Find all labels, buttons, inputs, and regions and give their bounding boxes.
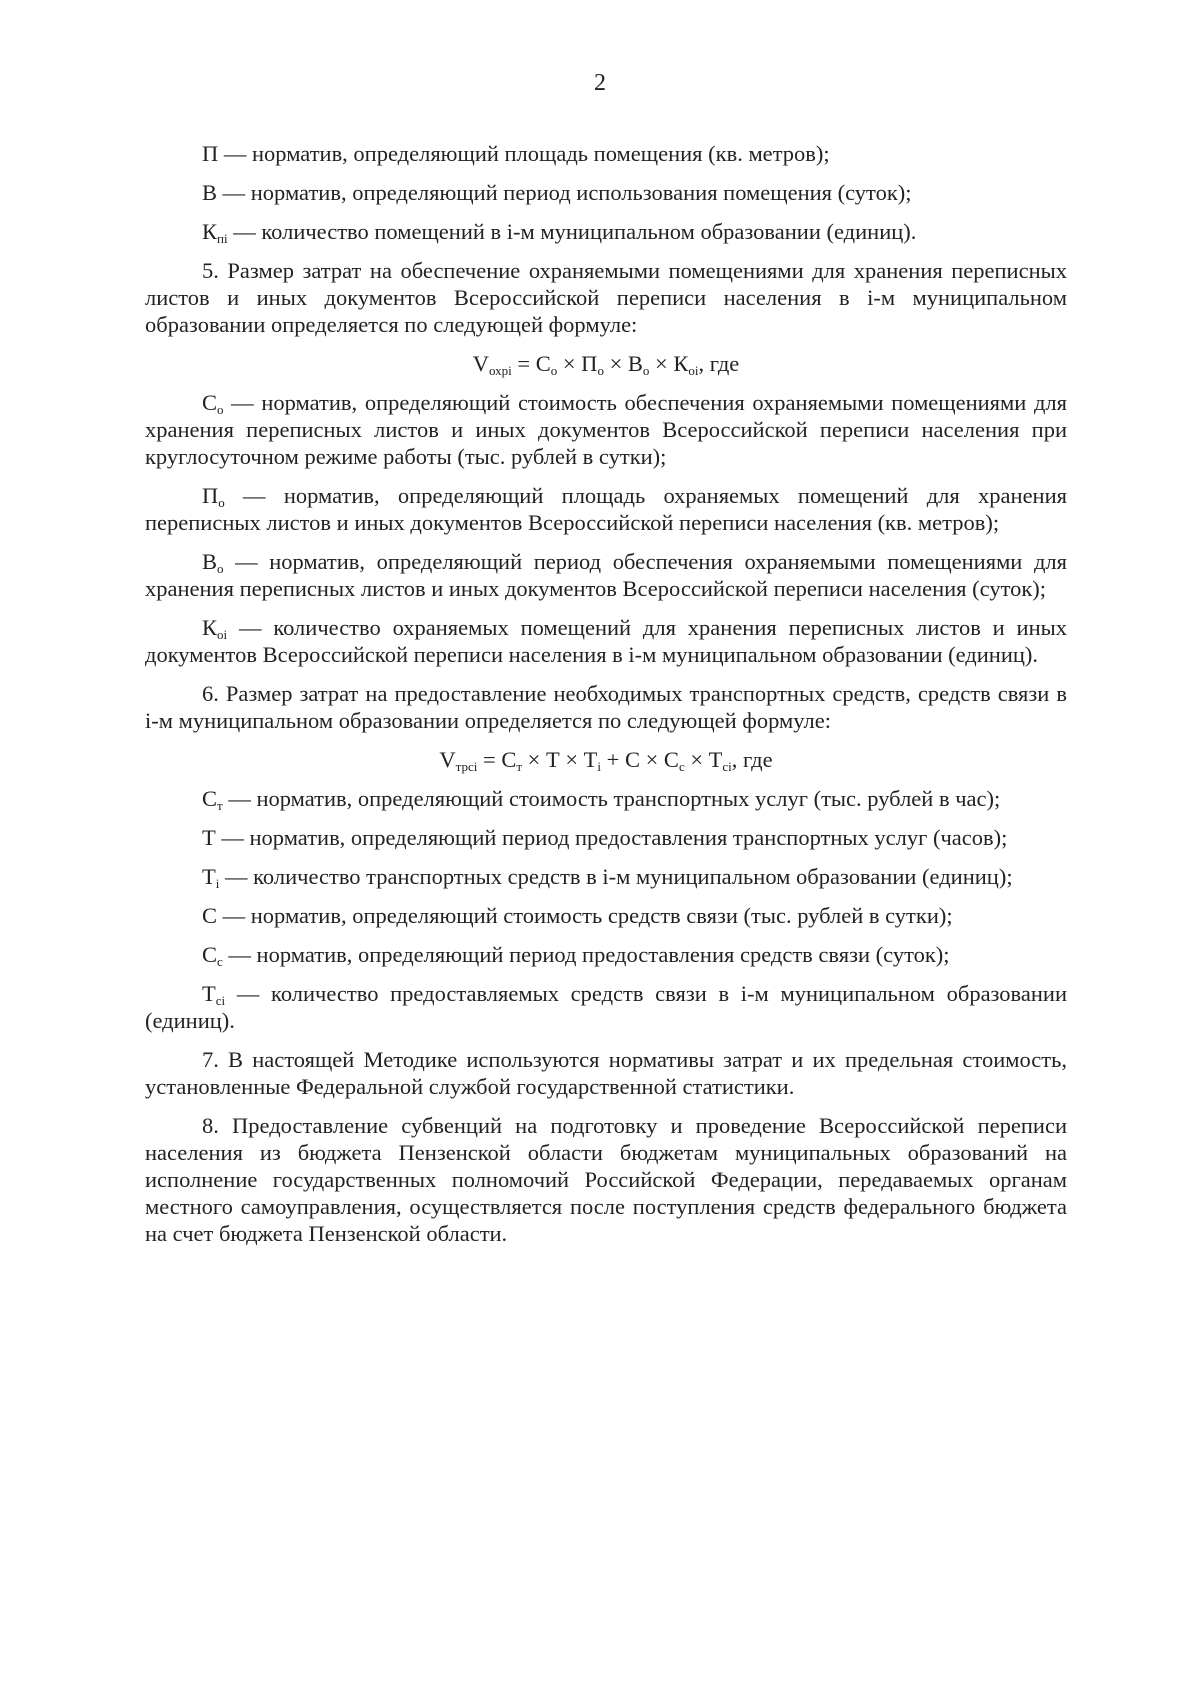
definition-c-o: $С_о$ — норматив, определяющий стоимость обеспечения охраняемыми помещениями для хранения переписных листов и иных документов Всероссийской переписи населения при круглосуточном режиме работы (тыс. рублей в сутки); (145, 390, 1067, 469)
definition-k-oi: $К_{оi}$ — количество охраняемых помещений для хранения переписных листов и иных документов Всероссийской переписи населения в i-м муниципальном образовании (единиц). (145, 615, 1067, 667)
definition-v: В — норматив, определяющий период использования помещения (суток); (202, 180, 912, 205)
definition-p: П — норматив, определяющий площадь помещения (кв. метров); (202, 141, 830, 166)
definition-c-t: $С_т$ — норматив, определяющий стоимость транспортных услуг (тыс. рублей в час); (202, 786, 1001, 813)
definition-t-i: $Т_i$ — количество транспортных средств в i-м муниципальном образовании (единиц); (202, 864, 1013, 891)
item-5-paragraph: 5. Размер затрат на обеспечение охраняемыми помещениями для хранения переписных листов и иных документов Всероссийской переписи населения в i-м муниципальном образовании определяется по следующей формуле: (145, 258, 1067, 337)
definition-c-c: $С_с$ — норматив, определяющий период предоставления средств связи (суток); (202, 942, 950, 969)
item-8-paragraph: 8. Предоставление субвенций на подготовку и проведение Всероссийской переписи населения из бюджета Пензенской области бюджетам муниципальных образований на исполнение государственных полномочий Российской Федерации, передаваемых органам местного самоуправления, осуществляется после поступления средств федерального бюджета на счет бюджета Пензенской области. (145, 1113, 1067, 1246)
definition-p-o: $П_о$ — норматив, определяющий площадь охраняемых помещений для хранения переписных листов и иных документов Всероссийской переписи населения (кв. метров); (145, 483, 1067, 535)
page-number: 2 (594, 70, 606, 96)
definition-k-pi: $К_{пi}$ — количество помещений в i-м муниципальном образовании (единиц). (202, 219, 917, 246)
item-6-paragraph: 6. Размер затрат на предоставление необходимых транспортных средств, средств связи в i-м муниципальном образовании определяется по следующей формуле: (145, 681, 1067, 733)
formula-v-ohr: $V_{охрi} = С_о \times П_о \times В_о \times К_{оi}$, где (472, 351, 740, 378)
formula-v-trs: $V_{трсi} = С_т \times Т \times Т_i + С \times С_с \times Т_{сi}$, где (439, 747, 773, 774)
definition-c: С — норматив, определяющий стоимость средств связи (тыс. рублей в сутки); (202, 903, 953, 928)
definition-t-ci: $Т_{сi}$ — количество предоставляемых средств связи в i-м муниципальном образовании (единиц). (145, 981, 1067, 1033)
definition-t: Т — норматив, определяющий период предоставления транспортных услуг (часов); (202, 825, 1008, 850)
definition-v-o: $В_о$ — норматив, определяющий период обеспечения охраняемыми помещениями для хранения переписных листов и иных документов Всероссийской переписи населения (суток); (145, 549, 1067, 601)
item-7-paragraph: 7. В настоящей Методике используются нормативы затрат и их предельная стоимость, установленные Федеральной службой государственной статистики. (145, 1047, 1067, 1099)
document-body (145, 140, 1067, 1259)
